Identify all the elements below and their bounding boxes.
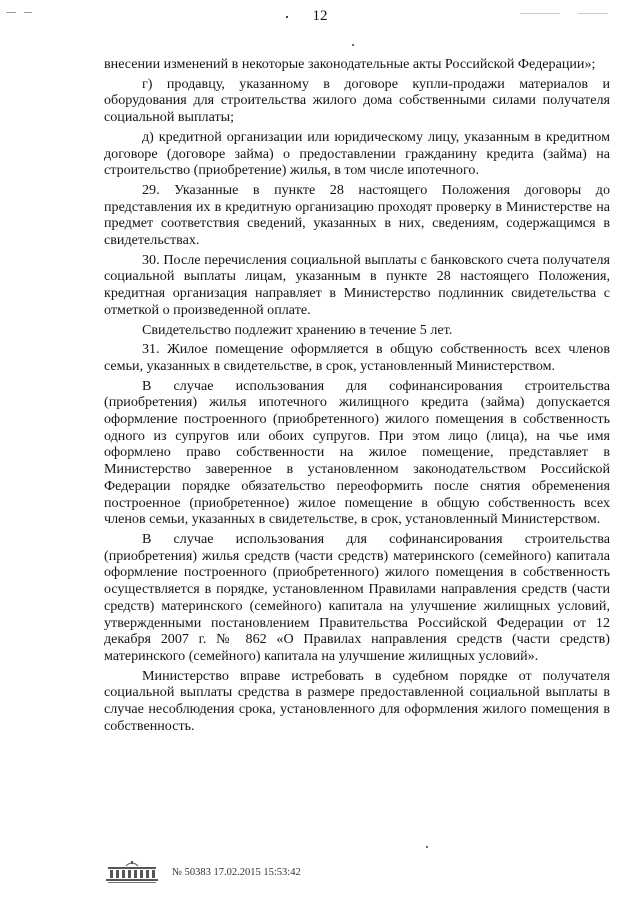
registration-stamp: № 50383 17.02.2015 15:53:42 <box>172 866 301 878</box>
paragraph: внесении изменений в некоторые законодательные акты Российской Федерации»; <box>104 56 596 72</box>
page-number: 12 <box>312 8 328 24</box>
paragraph: д) кредитной организации или юридическому лицу, указанным в кредитном договоре (договоре займа) о предоставлении гражданину кредита (займа) на строительство (приобретение) жилья, в том числе ипотечного. <box>104 128 610 179</box>
paragraph: г) продавцу, указанному в договоре купли-продажи материалов и оборудования для строительства жилого дома собственными силами получателя социальной выплаты; <box>104 75 610 126</box>
document-body <box>104 56 610 737</box>
paragraph: 30. После перечисления социальной выплаты с банковского счета получателя социальной выплаты лицам, указанным в пункте 28 настоящего Положения, кредитная организация направляет в Министерство подлинник свидетельства с отметкой о произведенной оплате. <box>104 251 610 318</box>
paragraph: В случае использования для софинансирования строительства (приобретения) жилья ипотечного жилищного кредита (займа) допускается оформление построенного (приобретенного) жилого помещения в собственность одного из супругов или обоих супругов. При этом лицо (лица), на чье имя оформлено право собственности на жилое помещение, представляет в Министерство заверенное в установленном законодательством Российской Федерации порядке обязательство переоформить после снятия обременения построенное (приобретенное) жилое помещение в общую собственность всех членов семьи, указанных в свидетельстве, в срок, установленный Министерством. <box>104 377 610 528</box>
scan-artifact <box>426 846 428 848</box>
paragraph: 31. Жилое помещение оформляется в общую собственность всех членов семьи, указанных в свидетельстве, в срок, установленный Министерством. <box>104 341 610 374</box>
document-footer <box>104 860 504 884</box>
government-building-logo-icon <box>104 860 160 884</box>
paragraph: 29. Указанные в пункте 28 настоящего Положения договоры до представления их в кредитную организацию проходят проверку в Министерстве на предмет соответствия сведений, указанных в них, сведениям, содержащимся в свидетельствах. <box>104 181 610 249</box>
paragraph: В случае использования для софинансирования строительства (приобретения) жилья средств (части средств) материнского (семейного) капитала оформление построенного (приобретенного) жилого помещения в собственность осуществляется в порядке, установленном Правилами направления средств (части средств) материнского (семейного) капитала на улучшение жилищных условий, утвержденными постановлением Правительства Российской Федерации от 12 декабря 2007 г. № 862 «О Правилах направления средств (части средств) материнского (семейного) капитала на улучшение жилищных условий». <box>104 530 610 664</box>
scan-artifact <box>352 44 354 46</box>
paragraph: Министерство вправе истребовать в судебном порядке от получателя социальной выплаты средства в размере предоставленной социальной выплаты в случае несоблюдения срока, установленного для оформления жилого помещения в собственность. <box>104 667 610 734</box>
paragraph: Свидетельство подлежит хранению в течение 5 лет. <box>142 321 453 338</box>
